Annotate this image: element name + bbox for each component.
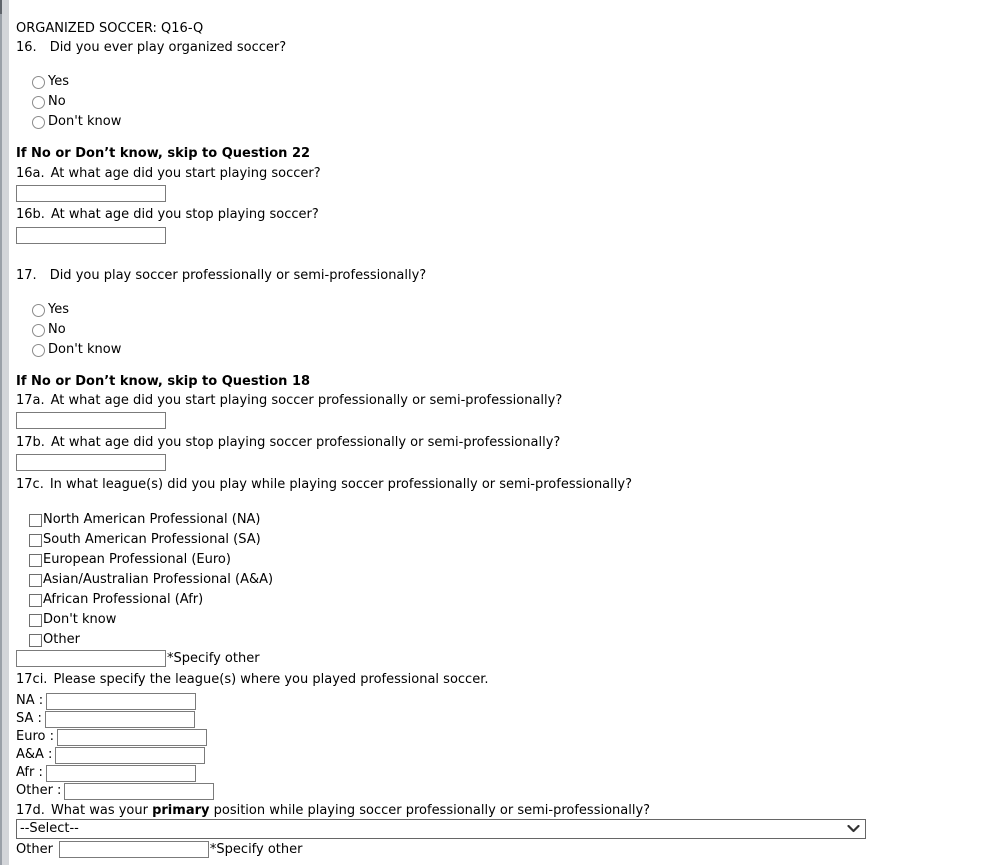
question-17b-number: 17b. (16, 435, 45, 450)
chevron-down-icon (847, 825, 860, 833)
question-17c-number: 17c. (16, 477, 44, 492)
q17c-specify-other-row (16, 650, 979, 667)
q17c-option-aa[interactable] (29, 570, 979, 590)
q17c-other-checkbox[interactable] (29, 634, 42, 647)
q17a-age-input[interactable] (16, 412, 166, 429)
question-17d (16, 803, 979, 819)
q17c-option-afr[interactable] (29, 590, 979, 610)
q17c-option-dontknow[interactable] (29, 610, 979, 630)
q17ci-sa-row (16, 710, 979, 728)
q17ci-other-input[interactable] (64, 783, 214, 800)
q17d-position-select[interactable] (16, 819, 866, 839)
q17c-afr-label: African Professional (Afr) (43, 592, 204, 607)
q17c-na-checkbox[interactable] (29, 514, 42, 527)
q17d-other-row (16, 841, 979, 858)
q17c-aa-label: Asian/Australian Professional (A&A) (43, 572, 274, 587)
q17ci-na-input[interactable] (46, 693, 196, 710)
q17c-euro-label: European Professional (Euro) (43, 552, 231, 567)
q17c-sa-checkbox[interactable] (29, 534, 42, 547)
question-17 (16, 268, 979, 284)
q17c-other-label: Other (43, 632, 80, 647)
question-16b-number: 16b. (16, 207, 45, 222)
q17-yes-label: Yes (48, 302, 69, 317)
q17ci-euro-label: Euro : (16, 729, 54, 744)
q17c-aa-checkbox[interactable] (29, 574, 42, 587)
q17ci-aa-input[interactable] (55, 747, 205, 764)
q16-option-yes[interactable] (32, 72, 979, 92)
q17-yes-radio[interactable] (32, 304, 45, 317)
q17ci-afr-input[interactable] (46, 765, 196, 782)
q17c-option-sa[interactable] (29, 530, 979, 550)
question-17c-text: In what league(s) did you play while playing soccer professionally or semi-professionally? (49, 477, 632, 492)
q17ci-euro-row (16, 728, 979, 746)
question-17b-text: At what age did you stop playing soccer professionally or semi-professionally? (50, 435, 561, 450)
question-17a-number: 17a. (16, 393, 45, 408)
skip-instruction-q16: If No or Don’t know, skip to Question 22 (16, 146, 311, 161)
q17ci-other-label: Other : (16, 783, 62, 798)
q16-option-no[interactable] (32, 92, 979, 112)
q17c-league-checkboxes (29, 510, 979, 650)
q16-no-radio[interactable] (32, 96, 45, 109)
question-16-number: 16. (16, 40, 37, 55)
q17b-age-input[interactable] (16, 454, 166, 471)
question-16b-text: At what age did you stop playing soccer? (50, 207, 319, 222)
q16-dontknow-label: Don't know (48, 114, 122, 129)
window-edge-strip (0, 0, 9, 865)
question-17-text: Did you play soccer professionally or semi-professionally? (49, 268, 427, 283)
question-17d-number: 17d. (16, 803, 45, 818)
q17d-other-input[interactable] (59, 841, 209, 858)
q17d-position-select-value: --Select-- (20, 821, 79, 836)
question-17a-text: At what age did you start playing soccer professionally or semi-professionally? (50, 393, 563, 408)
q17d-other-label: Other (16, 841, 53, 857)
q17c-specify-other-input[interactable] (16, 650, 166, 667)
question-17d-bold-word: primary (152, 803, 210, 818)
q16-yes-label: Yes (48, 74, 69, 89)
question-16a-number: 16a. (16, 166, 45, 181)
q17c-specify-other-label: *Specify other (167, 650, 260, 666)
q16b-age-input[interactable] (16, 227, 166, 244)
question-16a (16, 166, 979, 182)
q17-option-dontknow[interactable] (32, 340, 979, 360)
q17ci-sa-label: SA : (16, 711, 42, 726)
q17c-dontknow-label: Don't know (43, 612, 117, 627)
question-16-text: Did you ever play organized soccer? (49, 40, 287, 55)
question-17a (16, 393, 979, 409)
question-16 (16, 40, 979, 56)
question-17ci-number: 17ci. (16, 672, 48, 687)
q17ci-sa-input[interactable] (45, 711, 195, 728)
q17c-dontknow-checkbox[interactable] (29, 614, 42, 627)
q16-no-label: No (48, 94, 66, 109)
q17ci-euro-input[interactable] (57, 729, 207, 746)
q17ci-afr-label: Afr : (16, 765, 43, 780)
question-17d-text: What was your primary position while playing soccer professionally or semi-professionally? (50, 803, 651, 818)
q16-dontknow-radio[interactable] (32, 116, 45, 129)
q17ci-na-row (16, 692, 979, 710)
question-16b (16, 207, 979, 223)
q16-option-dontknow[interactable] (32, 112, 979, 132)
skip-instruction-q17: If No or Don’t know, skip to Question 18 (16, 374, 311, 389)
page-title: ORGANIZED SOCCER: Q16-Q (16, 21, 204, 36)
q17ci-other-row (16, 782, 979, 800)
q16-yes-radio[interactable] (32, 76, 45, 89)
q17-option-no[interactable] (32, 320, 979, 340)
q17-no-radio[interactable] (32, 324, 45, 337)
question-17b (16, 435, 979, 451)
q17-option-yes[interactable] (32, 300, 979, 320)
q17c-afr-checkbox[interactable] (29, 594, 42, 607)
q17ci-league-fields (16, 692, 979, 800)
q17ci-na-label: NA : (16, 693, 44, 708)
question-17c (16, 477, 979, 493)
q17-dontknow-radio[interactable] (32, 344, 45, 357)
question-16a-text: At what age did you start playing soccer? (50, 166, 321, 181)
q17-no-label: No (48, 322, 66, 337)
q17c-euro-checkbox[interactable] (29, 554, 42, 567)
q17c-option-other[interactable] (29, 630, 979, 650)
q17d-specify-other-label: *Specify other (209, 841, 303, 857)
q17ci-aa-row (16, 746, 979, 764)
q16a-age-input[interactable] (16, 185, 166, 202)
question-17ci-text: Please specify the league(s) where you played professional soccer. (53, 672, 489, 687)
q16-options (32, 72, 979, 132)
q17ci-afr-row (16, 764, 979, 782)
question-17-number: 17. (16, 268, 37, 283)
q17-options (32, 300, 979, 360)
q17ci-aa-label: A&A : (16, 747, 53, 762)
q17-dontknow-label: Don't know (48, 342, 122, 357)
q17c-option-na[interactable] (29, 510, 979, 530)
q17c-na-label: North American Professional (NA) (43, 512, 261, 527)
q17c-option-euro[interactable] (29, 550, 979, 570)
question-17ci (16, 672, 979, 688)
q17c-sa-label: South American Professional (SA) (43, 532, 261, 547)
